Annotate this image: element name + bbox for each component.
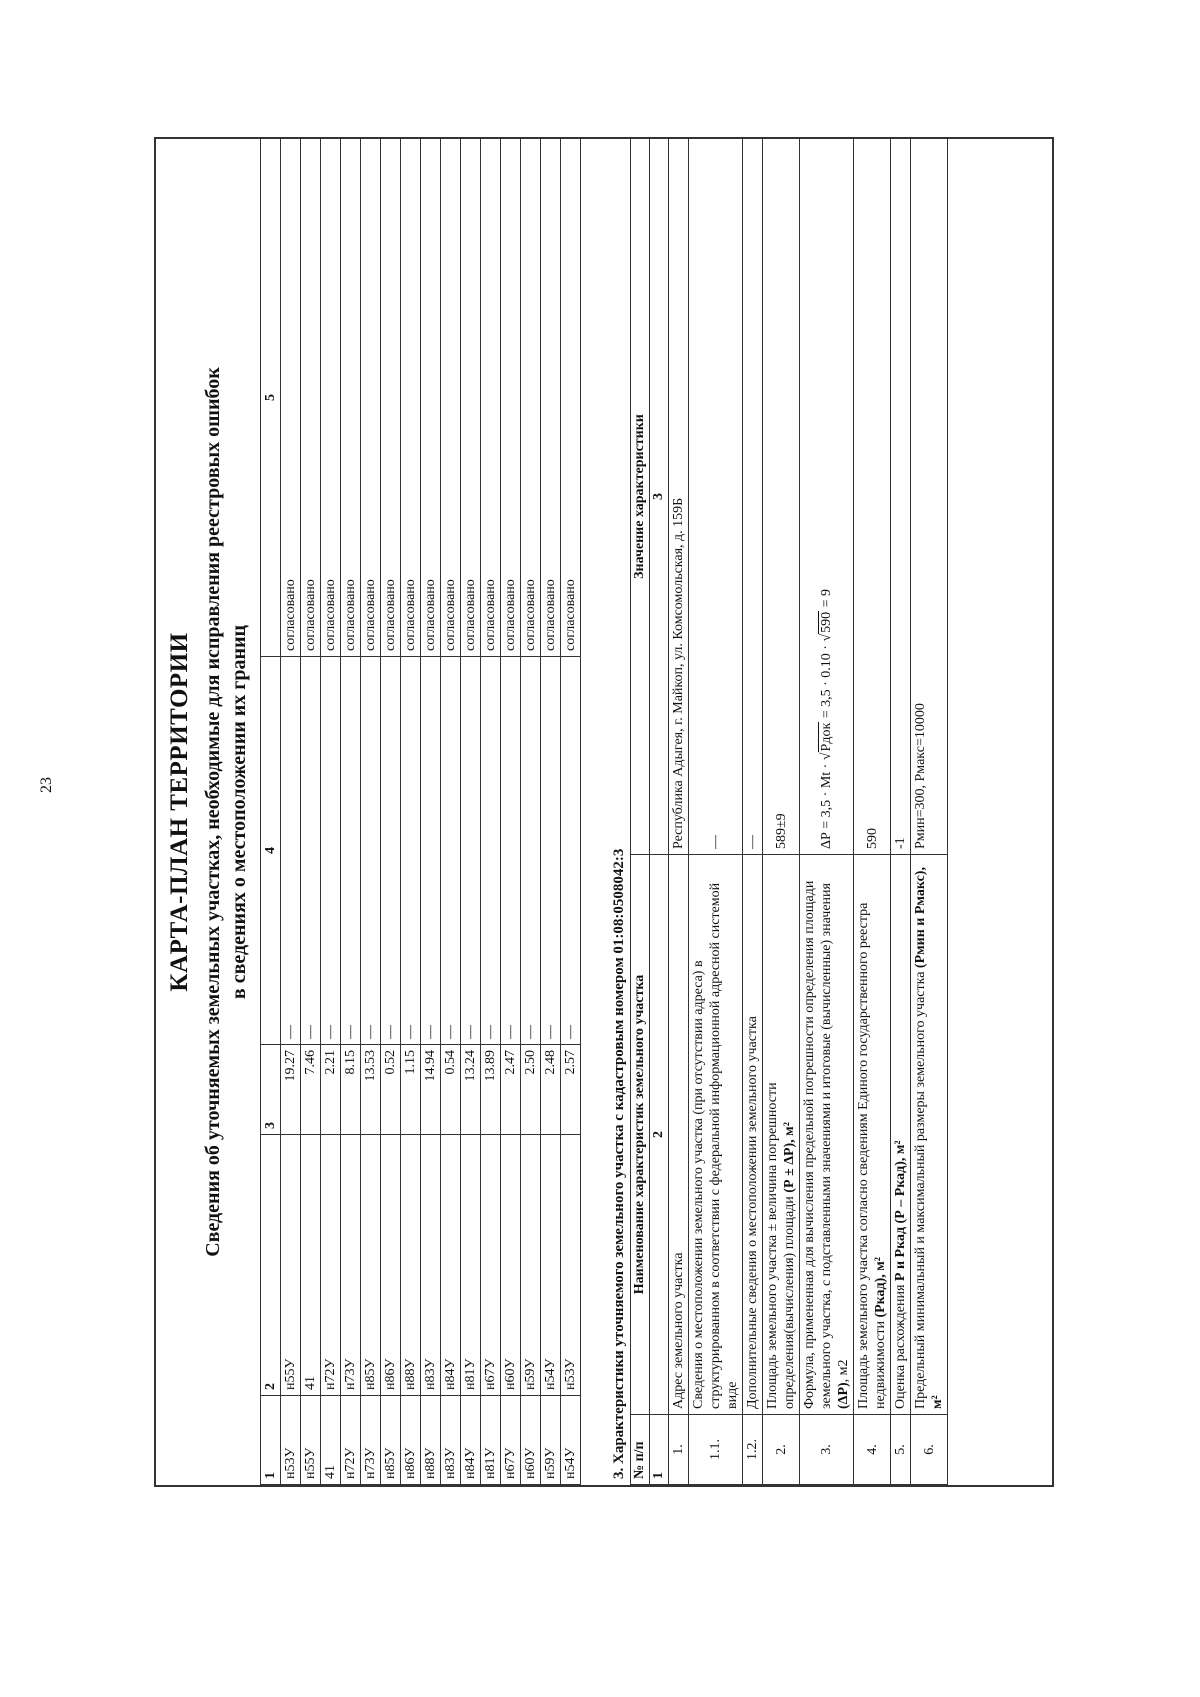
approval-status: согласовано <box>281 139 301 657</box>
characteristic-value: — <box>743 139 763 855</box>
approval-status: согласовано <box>541 139 561 657</box>
point-from: н67У <box>501 1396 521 1485</box>
col-index-3: 3 <box>650 139 669 855</box>
col-header-name: Наименование характеристик земельного участка <box>631 855 650 1415</box>
point-to: н86У <box>381 1135 401 1396</box>
point-from: н84У <box>461 1396 481 1485</box>
row-number: 2. <box>763 1415 800 1485</box>
landscape-page <box>154 137 1054 1487</box>
parcel-characteristics-table <box>630 138 948 1485</box>
subtitle-line-2: в сведениях о местоположении их границ <box>228 624 250 1000</box>
boundary-segments-table <box>260 138 581 1485</box>
characteristic-value: -1 <box>891 139 911 855</box>
approval-status: согласовано <box>421 139 441 657</box>
document-subtitle <box>200 139 252 1485</box>
table-row <box>441 139 461 1485</box>
table-row <box>381 139 401 1485</box>
table-subheader-row <box>650 139 669 1485</box>
table-row <box>891 139 911 1485</box>
approval-status: согласовано <box>341 139 361 657</box>
col-index-1: 1 <box>650 1415 669 1485</box>
approval-status: согласовано <box>361 139 381 657</box>
point-to: 41 <box>301 1135 321 1396</box>
segment-length: 2.57 <box>561 1045 581 1135</box>
table-row <box>481 139 501 1485</box>
table-row <box>763 139 800 1485</box>
segment-length: 14.94 <box>421 1045 441 1135</box>
segment-length: 13.89 <box>481 1045 501 1135</box>
point-to: н85У <box>361 1135 381 1396</box>
characteristic-value: Республика Адыгея, г. Майкоп, ул. Комсомольская, д. 159Б <box>669 139 689 855</box>
characteristic-name: Площадь земельного участка согласно сведениям Единого государственного реестра недвижимости (Ркад), м² <box>854 855 891 1415</box>
dash-cell: — <box>421 657 441 1045</box>
approval-status: согласовано <box>401 139 421 657</box>
segment-length: 8.15 <box>341 1045 361 1135</box>
col-header-value: Значение характеристики <box>631 139 650 855</box>
characteristic-value: — <box>689 139 743 855</box>
point-to: н67У <box>481 1135 501 1396</box>
dash-cell: — <box>301 657 321 1045</box>
characteristic-name: Формула, примененная для вычисления предельной погрешности определения площади земельного участка, с подставленными значениями и итоговые (вычисленные) значения (ΔР), м2 <box>800 855 854 1415</box>
subtitle-line-1: Сведения об уточняемых земельных участках, необходимые для исправления реестровых ошибок <box>202 367 224 1257</box>
dash-cell: — <box>521 657 541 1045</box>
point-from: н88У <box>421 1396 441 1485</box>
segment-length: 2.50 <box>521 1045 541 1135</box>
approval-status: согласовано <box>481 139 501 657</box>
characteristic-name: Дополнительные сведения о местоположении земельного участка <box>743 855 763 1415</box>
approval-status: согласовано <box>561 139 581 657</box>
section-3-title: 3. Характеристики уточняемого земельного участка с кадастровым номером 01:08:0508042:3 <box>611 848 627 1479</box>
col-index-2: 2 <box>650 855 669 1415</box>
segment-length: 13.53 <box>361 1045 381 1135</box>
segment-length: 1.15 <box>401 1045 421 1135</box>
segment-length: 0.54 <box>441 1045 461 1135</box>
characteristic-name: Оценка расхождения Р и Ркад (Р – Ркад), м² <box>891 855 911 1415</box>
dash-cell: — <box>461 657 481 1045</box>
table-row <box>301 139 321 1485</box>
col-header-3: 3 <box>261 1045 281 1135</box>
dash-cell: — <box>441 657 461 1045</box>
approval-status: согласовано <box>321 139 341 657</box>
dash-cell: — <box>361 657 381 1045</box>
point-from: н85У <box>381 1396 401 1485</box>
row-number: 1. <box>669 1415 689 1485</box>
table-row <box>421 139 441 1485</box>
dash-cell: — <box>401 657 421 1045</box>
point-from: н60У <box>521 1396 541 1485</box>
table-row <box>800 139 854 1485</box>
name-line: Площадь земельного участка ± величина погрешности <box>765 1082 780 1409</box>
document-title: КАРТА-ПЛАН ТЕРРИТОРИИ <box>166 632 193 992</box>
dash-cell: — <box>541 657 561 1045</box>
table-row <box>854 139 891 1485</box>
dash-cell: — <box>281 657 301 1045</box>
point-from: н54У <box>561 1396 581 1485</box>
point-from: 41 <box>321 1396 341 1485</box>
segment-length: 2.21 <box>321 1045 341 1135</box>
dash-cell: — <box>481 657 501 1045</box>
formula-text: ΔР = 3,5 · Mt · √Pдок = 3,5 · 0.10 · √590 = 9 <box>819 588 834 849</box>
approval-status: согласовано <box>501 139 521 657</box>
col-header-2: 2 <box>261 1135 281 1396</box>
segment-length: 2.47 <box>501 1045 521 1135</box>
segment-length: 2.48 <box>541 1045 561 1135</box>
dash-cell: — <box>341 657 361 1045</box>
table-row <box>361 139 381 1485</box>
col-header-5: 5 <box>261 139 281 657</box>
dash-cell: — <box>381 657 401 1045</box>
point-to: н88У <box>401 1135 421 1396</box>
point-from: н53У <box>281 1396 301 1485</box>
approval-status: согласовано <box>461 139 481 657</box>
table-row <box>521 139 541 1485</box>
page-number: 23 <box>38 777 55 793</box>
col-header-num: № п/п <box>631 1415 650 1485</box>
point-from: н55У <box>301 1396 321 1485</box>
characteristic-value: 590 <box>854 139 891 855</box>
point-from: н81У <box>481 1396 501 1485</box>
point-to: н53У <box>561 1135 581 1396</box>
point-to: н84У <box>441 1135 461 1396</box>
point-to: н60У <box>501 1135 521 1396</box>
approval-status: согласовано <box>301 139 321 657</box>
approval-status: согласовано <box>521 139 541 657</box>
table-row <box>501 139 521 1485</box>
row-number: 3. <box>800 1415 854 1485</box>
point-to: н55У <box>281 1135 301 1396</box>
row-number: 4. <box>854 1415 891 1485</box>
row-number: 5. <box>891 1415 911 1485</box>
col-header-4: 4 <box>261 657 281 1045</box>
table-row <box>281 139 301 1485</box>
point-to: н73У <box>341 1135 361 1396</box>
table-row <box>341 139 361 1485</box>
table-row <box>321 139 341 1485</box>
point-to: н81У <box>461 1135 481 1396</box>
row-number: 1.1. <box>689 1415 743 1485</box>
point-from: н59У <box>541 1396 561 1485</box>
table-row <box>541 139 561 1485</box>
name-line: определения(вычисления) площади (Р ± ΔР), м² <box>782 1122 797 1409</box>
point-from: н73У <box>361 1396 381 1485</box>
characteristic-value: Рмин=300, Рмакс=10000 <box>911 139 948 855</box>
point-to: н72У <box>321 1135 341 1396</box>
characteristic-name <box>763 855 800 1415</box>
characteristic-value: 589±9 <box>763 139 800 855</box>
characteristic-name: Адрес земельного участка <box>669 855 689 1415</box>
table-row <box>669 139 689 1485</box>
row-number: 6. <box>911 1415 948 1485</box>
dash-cell: — <box>321 657 341 1045</box>
table-row <box>689 139 743 1485</box>
characteristic-name: Сведения о местоположении земельного участка (при отсутствии адреса) в структурированном в соответствии с федеральной информационной адресной системой виде <box>689 855 743 1415</box>
point-to: н59У <box>521 1135 541 1396</box>
error-formula <box>800 139 854 855</box>
point-from: н83У <box>441 1396 461 1485</box>
table-header-row <box>631 139 650 1485</box>
segment-length: 13.24 <box>461 1045 481 1135</box>
approval-status: согласовано <box>441 139 461 657</box>
point-from: н86У <box>401 1396 421 1485</box>
point-to: н83У <box>421 1135 441 1396</box>
table-row <box>911 139 948 1485</box>
table-row <box>561 139 581 1485</box>
table-row <box>743 139 763 1485</box>
row-number: 1.2. <box>743 1415 763 1485</box>
dash-cell: — <box>501 657 521 1045</box>
segment-length: 7.46 <box>301 1045 321 1135</box>
characteristic-name: Предельный минимальный и максимальный размеры земельного участка (Рмин и Рмакс), м² <box>911 855 948 1415</box>
segment-length: 0.52 <box>381 1045 401 1135</box>
dash-cell: — <box>561 657 581 1045</box>
table-row <box>401 139 421 1485</box>
table-row <box>461 139 481 1485</box>
point-from: н72У <box>341 1396 361 1485</box>
point-to: н54У <box>541 1135 561 1396</box>
table-header-row <box>261 139 281 1485</box>
segment-length: 19.27 <box>281 1045 301 1135</box>
col-header-1: 1 <box>261 1396 281 1485</box>
approval-status: согласовано <box>381 139 401 657</box>
document-frame <box>154 137 1054 1487</box>
